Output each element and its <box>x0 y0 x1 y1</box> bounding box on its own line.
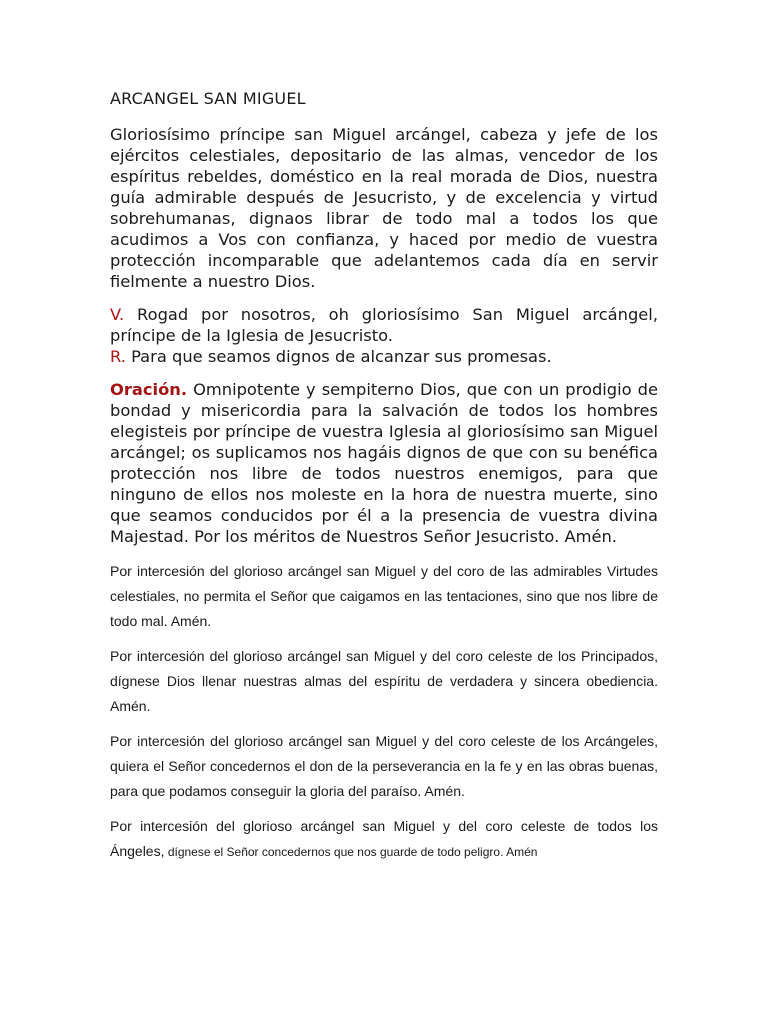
response-text: Para que seamos dignos de alcanzar sus promesas. <box>125 347 552 366</box>
versicle-line <box>110 304 658 346</box>
document-page <box>110 88 658 865</box>
last-intercession-text: Por intercesión del glorioso arcángel san Miguel y del coro celeste de todos los Ángeles, <box>110 818 658 859</box>
versicle-response-paragraph <box>110 304 658 367</box>
main-prayer-paragraph: Gloriosísimo príncipe san Miguel arcángel, cabeza y jefe de los ejércitos celestiales, depositario de las almas, vencedor de los espíritus rebeldes, doméstico en la real morada de Dios, nuestra guía admirable después de Jesucristo, y de excelencia y virtud sobrehumanas, dignaos librar de todo mal a todos los que acudimos a Vos con confianza, y haced por medio de vuestra protección incomparable que adelantemos cada día en servir fielmente a nuestro Dios. <box>110 125 658 291</box>
oracion-paragraph <box>110 379 658 547</box>
response-marker: R. <box>110 347 126 366</box>
last-intercession-tail: dígnese el Señor concedernos que nos guarde de todo peligro. Amén <box>164 845 538 859</box>
document-title: ARCANGEL SAN MIGUEL <box>110 89 306 108</box>
versicle-marker: V. <box>110 305 125 324</box>
last-intercession-paragraph <box>110 814 658 865</box>
intercession-paragraph: Por intercesión del glorioso arcángel san Miguel y del coro celeste de los Arcángeles, quiera el Señor concedernos el don de la perseverancia en la fe y en las obras buenas, para que podamos conseguir la gloria del paraíso. Amén. <box>110 733 658 799</box>
intercession-paragraph: Por intercesión del glorioso arcángel san Miguel y del coro de las admirables Virtudes celestiales, no permita el Señor que caigamos en las tentaciones, sino que nos libre de todo mal. Amén. <box>110 563 658 629</box>
versicle-text: Rogad por nosotros, oh gloriosísimo San Miguel arcángel, príncipe de la Iglesia de Jesucristo. <box>110 305 658 345</box>
oracion-text: Omnipotente y sempiterno Dios, que con un prodigio de bondad y misericordia para la salvación de todos los hombres elegisteis por príncipe de vuestra Iglesia al gloriosísimo san Miguel arcángel; os suplicamos nos hagáis dignos de que con su benéfica protección nos libre de todos nuestros enemigos, para que ninguno de ellos nos moleste en la hora de nuestra muerte, sino que seamos conducidos por él a la presencia de vuestra divina Majestad. Por los méritos de Nuestros Señor Jesucristo. Amén. <box>110 380 658 546</box>
response-line <box>110 346 658 367</box>
intercession-paragraph: Por intercesión del glorioso arcángel san Miguel y del coro celeste de los Principados, dígnese Dios llenar nuestras almas del espíritu de verdadera y sincera obediencia. Amén. <box>110 648 658 714</box>
oracion-label: Oración. <box>110 380 188 399</box>
